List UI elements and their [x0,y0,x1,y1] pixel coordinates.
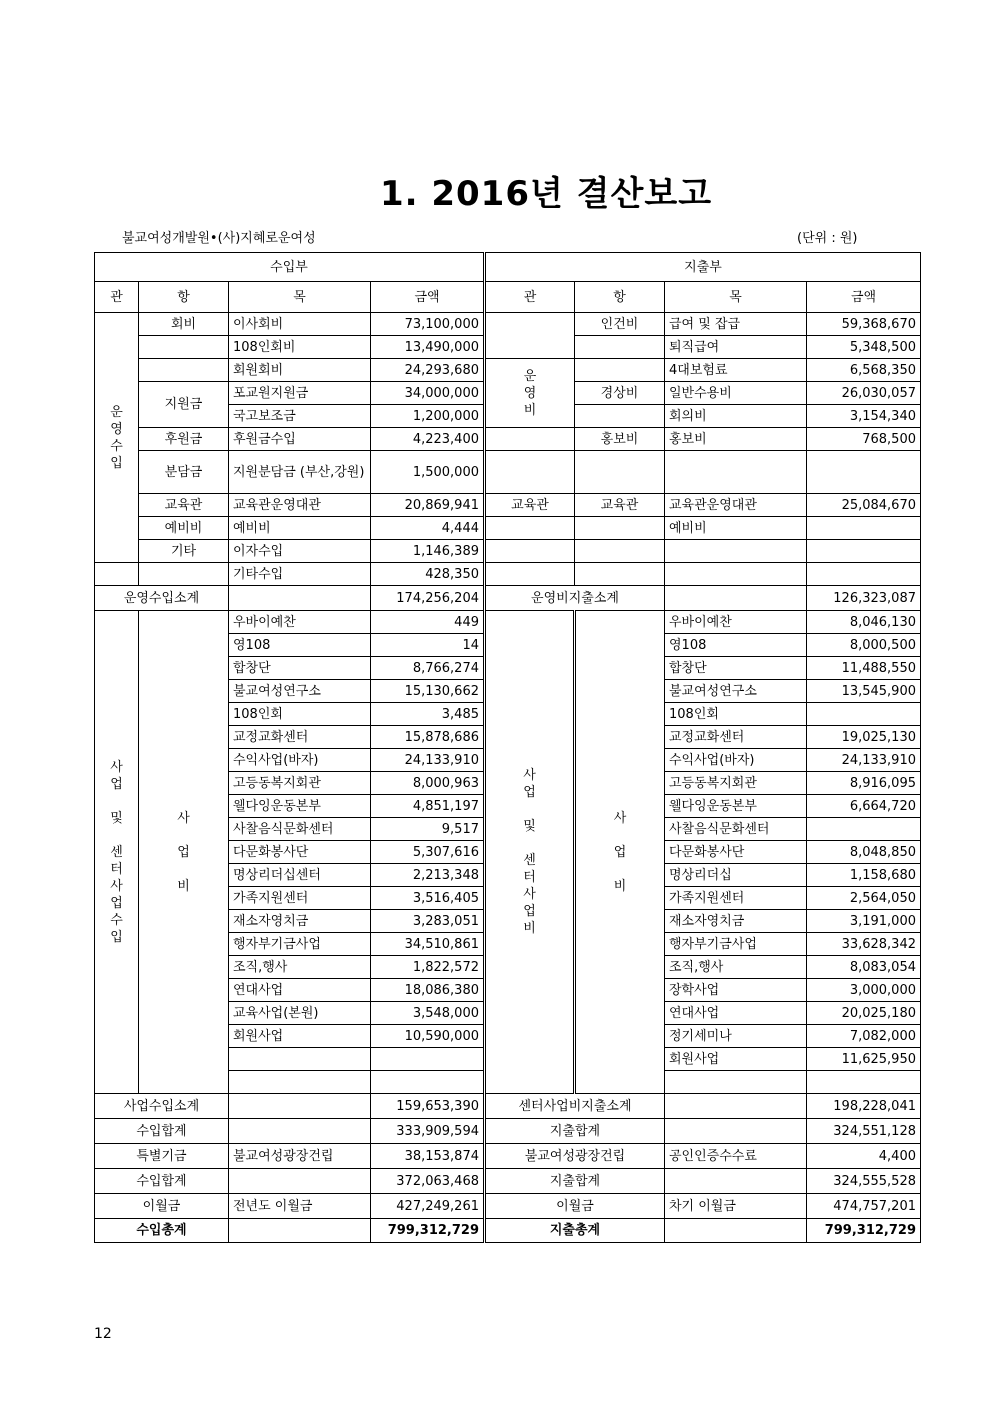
biz-expense-mok: 불교여성연구소 [665,680,807,703]
biz-income-amount: 4,851,197 [371,795,485,818]
biz-income-mok: 행자부기금사업 [229,933,371,956]
table-row [95,359,921,382]
biz-expense-mok: 다문화봉사단 [665,841,807,864]
vertical-char [490,835,569,852]
op-income-mok: 기타수입 [229,563,371,586]
op-expense-hang: 경상비 [575,382,665,405]
op-expense-amount: 6,568,350 [807,359,921,382]
biz-expense-amount: 3,191,000 [807,910,921,933]
op-expense-amount: 768,500 [807,428,921,451]
summary-row [95,1169,921,1194]
op-expense-hang [575,563,665,586]
op-income-mok: 회원회비 [229,359,371,382]
op-income-mok: 지원분담금 (부산,강원) [229,451,371,494]
op-income-mok: 국고보조금 [229,405,371,428]
biz-expense-mok: 수익사업(바자) [665,749,807,772]
biz-expense-amount: 6,664,720 [807,795,921,818]
summary-income-mok: 불교여성광장건립 [229,1144,371,1169]
biz-income-mok: 사찰음식문화센터 [229,818,371,841]
op-income-hang: 회비 [139,313,229,336]
op-expense-hang: 홍보비 [575,428,665,451]
summary-expense-amount: 324,551,128 [807,1119,921,1144]
biz-expense-amount: 11,625,950 [807,1048,921,1071]
op-expense-gwan [485,428,575,451]
summary-expense-label: 불교여성광장건립 [485,1144,665,1169]
biz-income-hang [139,611,229,1094]
biz-expense-amount [807,1071,921,1094]
summary-income-amount: 372,063,468 [371,1169,485,1194]
summary-row [95,1119,921,1144]
vertical-char: 비 [523,921,536,936]
biz-expense-amount: 8,046,130 [807,611,921,634]
summary-expense-amount: 4,400 [807,1144,921,1169]
vertical-char [143,827,224,844]
op-expense-hang [575,451,665,494]
biz-expense-amount: 3,000,000 [807,979,921,1002]
op-expense-mok: 교육관운영대관 [665,494,807,517]
op-expense-subtotal-label: 운영비지출소계 [485,586,665,611]
op-expense-mok: 일반수용비 [665,382,807,405]
biz-expense-amount: 8,083,054 [807,956,921,979]
biz-expense-mok: 영108 [665,634,807,657]
op-expense-amount: 26,030,057 [807,382,921,405]
vertical-char: 운 [110,404,123,420]
biz-income-mok: 교육사업(본원) [229,1002,371,1025]
biz-income-mok: 영108 [229,634,371,657]
op-expense-amount [807,451,921,494]
op-expense-amount: 59,368,670 [807,313,921,336]
financial-report-table [94,252,921,1243]
op-expense-mok: 예비비 [665,517,807,540]
biz-expense-mok: 행자부기금사업 [665,933,807,956]
vertical-char: 업 [523,904,536,919]
op-income-mok: 108인회비 [229,336,371,359]
table-row [95,611,921,634]
op-expense-mok: 회의비 [665,405,807,428]
vertical-char: 및 [523,819,536,834]
biz-income-amount: 449 [371,611,485,634]
biz-expense-mok: 명상리더십 [665,864,807,887]
biz-income-subtotal-blank [229,1094,371,1119]
op-income-subtotal: 174,256,204 [371,586,485,611]
biz-expense-subtotal: 198,228,041 [807,1094,921,1119]
biz-income-mok: 우바이예찬 [229,611,371,634]
summary-expense-mok [665,1169,807,1194]
column-header-hang: 항 [139,282,229,313]
biz-income-amount: 2,213,348 [371,864,485,887]
vertical-char: 사 [613,810,627,826]
vertical-char [580,861,660,878]
biz-income-mok: 재소자영치금 [229,910,371,933]
op-income-amount: 34,000,000 [371,382,485,405]
table-row [95,540,921,563]
column-header-gwan: 관 [95,282,139,313]
biz-expense-subtotal-label: 센터사업비지출소계 [485,1094,665,1119]
op-expense-mok [665,540,807,563]
op-income-hang: 지원금 [139,382,229,428]
op-expense-gwan [485,540,575,563]
column-header-amount: 금액 [371,282,485,313]
table-row [95,451,921,494]
op-income-amount: 4,444 [371,517,485,540]
op-expense-gwan [485,563,575,586]
op-income-subtotal-label: 운영수입소계 [95,586,229,611]
biz-expense-mok: 웰다잉운동본부 [665,795,807,818]
summary-income-mok [229,1169,371,1194]
vertical-char: 사 [110,759,123,775]
summary-income-mok: 전년도 이월금 [229,1194,371,1219]
vertical-char: 터 [110,861,123,877]
biz-income-mok: 조직,행사 [229,956,371,979]
vertical-char [580,827,660,844]
op-income-amount: 4,223,400 [371,428,485,451]
summary-expense-amount: 474,757,201 [807,1194,921,1219]
biz-expense-mok: 연대사업 [665,1002,807,1025]
op-income-hang: 분담금 [139,451,229,494]
table-row [95,517,921,540]
vertical-char: 영 [110,421,123,437]
vertical-char: 사 [110,878,123,894]
vertical-char: 수 [110,912,123,928]
column-header-hang: 항 [575,282,665,313]
biz-income-mok: 명상리더십센터 [229,864,371,887]
op-expense-hang [575,540,665,563]
op-income-hang: 후원금 [139,428,229,451]
op-expense-hang [575,336,665,359]
biz-expense-amount: 2,564,050 [807,887,921,910]
table-row [95,313,921,336]
unit-label: (단위 : 원) [797,231,858,246]
biz-income-amount: 1,822,572 [371,956,485,979]
biz-income-amount: 9,517 [371,818,485,841]
biz-expense-amount: 24,133,910 [807,749,921,772]
summary-income-mok [229,1119,371,1144]
op-expense-amount [807,517,921,540]
page-number: 12 [94,1326,112,1342]
grand-total-income-label: 수입총계 [95,1219,229,1243]
op-income-mok: 포교원지원금 [229,382,371,405]
vertical-char: 및 [110,810,123,826]
biz-expense-mok: 회원사업 [665,1048,807,1071]
biz-income-mok: 수익사업(바자) [229,749,371,772]
op-expense-amount: 5,348,500 [807,336,921,359]
op-income-hang [139,359,229,382]
op-income-amount: 1,200,000 [371,405,485,428]
biz-income-amount: 8,000,963 [371,772,485,795]
op-expense-mok [665,563,807,586]
summary-income-label: 수입합계 [95,1169,229,1194]
grand-total-expense: 799,312,729 [807,1219,921,1243]
grand-total-expense-blank [665,1219,807,1243]
biz-income-amount: 3,548,000 [371,1002,485,1025]
summary-income-amount: 38,153,874 [371,1144,485,1169]
biz-income-amount [371,1071,485,1094]
biz-expense-gwan [485,611,575,1094]
biz-income-mok: 회원사업 [229,1025,371,1048]
op-expense-amount [807,563,921,586]
op-expense-hang [575,405,665,428]
page-title: 1. 2016년 결산보고 [379,174,713,214]
summary-income-label: 수입합계 [95,1119,229,1144]
op-expense-gwan [485,359,575,428]
biz-expense-mok: 합창단 [665,657,807,680]
op-income-amount: 13,490,000 [371,336,485,359]
grand-total-income: 799,312,729 [371,1219,485,1243]
op-income-mok: 후원금수입 [229,428,371,451]
vertical-char [143,861,224,878]
biz-expense-amount: 8,048,850 [807,841,921,864]
biz-expense-amount: 33,628,342 [807,933,921,956]
biz-income-amount: 24,133,910 [371,749,485,772]
biz-income-mok: 교정교화센터 [229,726,371,749]
vertical-char [99,793,134,810]
biz-income-amount: 15,878,686 [371,726,485,749]
biz-expense-mok: 가족지원센터 [665,887,807,910]
vertical-char: 업 [110,895,123,911]
biz-expense-amount [807,818,921,841]
biz-expense-mok: 장학사업 [665,979,807,1002]
summary-row [95,1144,921,1169]
biz-income-amount: 5,307,616 [371,841,485,864]
vertical-char: 영 [523,385,537,401]
summary-expense-amount: 324,555,528 [807,1169,921,1194]
biz-expense-mok: 정기세미나 [665,1025,807,1048]
op-expense-hang [575,517,665,540]
op-expense-hang: 인건비 [575,313,665,336]
op-income-amount: 1,146,389 [371,540,485,563]
income-section-header: 수입부 [95,253,485,282]
biz-income-subtotal: 159,653,390 [371,1094,485,1119]
op-expense-mok: 급여 및 잡급 [665,313,807,336]
op-expense-hang [575,359,665,382]
biz-income-amount: 15,130,662 [371,680,485,703]
biz-income-mok: 웰다잉운동본부 [229,795,371,818]
biz-income-mok: 연대사업 [229,979,371,1002]
op-income-amount: 20,869,941 [371,494,485,517]
expense-section-header: 지출부 [485,253,921,282]
op-expense-hang: 교육관 [575,494,665,517]
vertical-char [99,827,134,844]
op-expense-mok: 4대보험료 [665,359,807,382]
biz-expense-mok: 사찰음식문화센터 [665,818,807,841]
op-income-amount: 24,293,680 [371,359,485,382]
biz-income-amount: 18,086,380 [371,979,485,1002]
biz-income-mok: 고등동복지회관 [229,772,371,795]
biz-expense-amount: 11,488,550 [807,657,921,680]
biz-expense-mok: 우바이예찬 [665,611,807,634]
op-income-amount: 1,500,000 [371,451,485,494]
biz-income-amount: 8,766,274 [371,657,485,680]
biz-income-amount: 14 [371,634,485,657]
op-income-mok: 이자수입 [229,540,371,563]
op-income-mok: 예비비 [229,517,371,540]
op-expense-gwan [485,451,575,494]
biz-expense-amount: 8,916,095 [807,772,921,795]
summary-expense-mok [665,1119,807,1144]
vertical-char: 수 [110,438,123,454]
vertical-char: 입 [110,929,123,945]
summary-income-label: 이월금 [95,1194,229,1219]
vertical-char: 업 [110,776,123,792]
column-header-amount: 금액 [807,282,921,313]
summary-expense-label: 지출합계 [485,1169,665,1194]
biz-income-gwan [95,611,139,1094]
vertical-char: 업 [177,844,190,860]
op-expense-gwan-empty [485,313,575,359]
biz-expense-amount: 1,158,680 [807,864,921,887]
op-expense-mok: 퇴직급여 [665,336,807,359]
op-income-hang [139,336,229,359]
biz-expense-mok [665,1071,807,1094]
grand-total-expense-label: 지출총계 [485,1219,665,1243]
biz-expense-amount: 7,082,000 [807,1025,921,1048]
table-row [95,494,921,517]
biz-income-amount: 3,516,405 [371,887,485,910]
grand-total-income-blank [229,1219,371,1243]
biz-expense-amount: 8,000,500 [807,634,921,657]
summary-expense-mok: 차기 이월금 [665,1194,807,1219]
biz-income-mok: 불교여성연구소 [229,680,371,703]
vertical-char: 운 [523,368,537,384]
biz-income-mok: 다문화봉사단 [229,841,371,864]
biz-expense-mok: 고등동복지회관 [665,772,807,795]
op-income-gwan [95,313,139,563]
biz-income-mok [229,1048,371,1071]
vertical-char: 사 [523,768,536,783]
summary-expense-label: 이월금 [485,1194,665,1219]
op-income-amount: 73,100,000 [371,313,485,336]
op-expense-amount: 25,084,670 [807,494,921,517]
op-income-hang [139,563,229,586]
biz-expense-mok: 재소자영치금 [665,910,807,933]
biz-income-mok: 합창단 [229,657,371,680]
biz-income-amount [371,1048,485,1071]
biz-expense-mok: 108인회 [665,703,807,726]
op-expense-amount: 3,154,340 [807,405,921,428]
op-expense-mok [665,451,807,494]
op-income-hang: 교육관 [139,494,229,517]
biz-income-amount: 34,510,861 [371,933,485,956]
vertical-char: 업 [523,785,536,800]
vertical-char: 비 [177,878,190,894]
summary-income-amount: 427,249,261 [371,1194,485,1219]
summary-row [95,1194,921,1219]
op-income-mok: 교육관운영대관 [229,494,371,517]
vertical-char: 센 [523,853,536,868]
vertical-char [490,801,569,818]
biz-expense-amount: 13,545,900 [807,680,921,703]
summary-income-amount: 333,909,594 [371,1119,485,1144]
biz-income-mok [229,1071,371,1094]
biz-expense-mok: 조직,행사 [665,956,807,979]
vertical-char: 센 [110,844,123,860]
biz-income-mok: 108인회 [229,703,371,726]
vertical-char: 터 [523,870,536,885]
op-expense-gwan [485,517,575,540]
op-expense-gwan: 교육관 [485,494,575,517]
vertical-char: 비 [613,878,627,894]
op-expense-mok: 홍보비 [665,428,807,451]
biz-expense-amount: 20,025,180 [807,1002,921,1025]
biz-expense-subtotal-blank [665,1094,807,1119]
column-header-mok: 목 [665,282,807,313]
vertical-char: 사 [523,887,536,902]
op-income-hang: 기타 [139,540,229,563]
biz-expense-amount [807,703,921,726]
organization-name: 불교여성개발원•(사)지혜로운여성 [122,231,316,246]
biz-expense-hang [575,611,665,1094]
op-income-hang: 예비비 [139,517,229,540]
vertical-char: 비 [523,402,537,418]
op-expense-subtotal: 126,323,087 [807,586,921,611]
column-header-mok: 목 [229,282,371,313]
summary-income-label: 특별기금 [95,1144,229,1169]
summary-expense-mok: 공인인증수수료 [665,1144,807,1169]
op-income-gwan-empty [95,563,139,586]
biz-income-amount: 3,283,051 [371,910,485,933]
op-income-subtotal-blank [229,586,371,611]
biz-expense-amount: 19,025,130 [807,726,921,749]
vertical-char: 업 [613,844,627,860]
vertical-char: 입 [110,455,123,471]
summary-expense-label: 지출합계 [485,1119,665,1144]
op-expense-subtotal-blank [665,586,807,611]
biz-income-mok: 가족지원센터 [229,887,371,910]
table-row [95,428,921,451]
vertical-char: 사 [177,810,190,826]
biz-income-subtotal-label: 사업수입소계 [95,1094,229,1119]
biz-income-amount: 3,485 [371,703,485,726]
table-row [95,563,921,586]
op-income-mok: 이사회비 [229,313,371,336]
column-header-gwan: 관 [485,282,575,313]
biz-income-amount: 10,590,000 [371,1025,485,1048]
biz-expense-mok: 교정교화센터 [665,726,807,749]
op-income-amount: 428,350 [371,563,485,586]
op-expense-amount [807,540,921,563]
